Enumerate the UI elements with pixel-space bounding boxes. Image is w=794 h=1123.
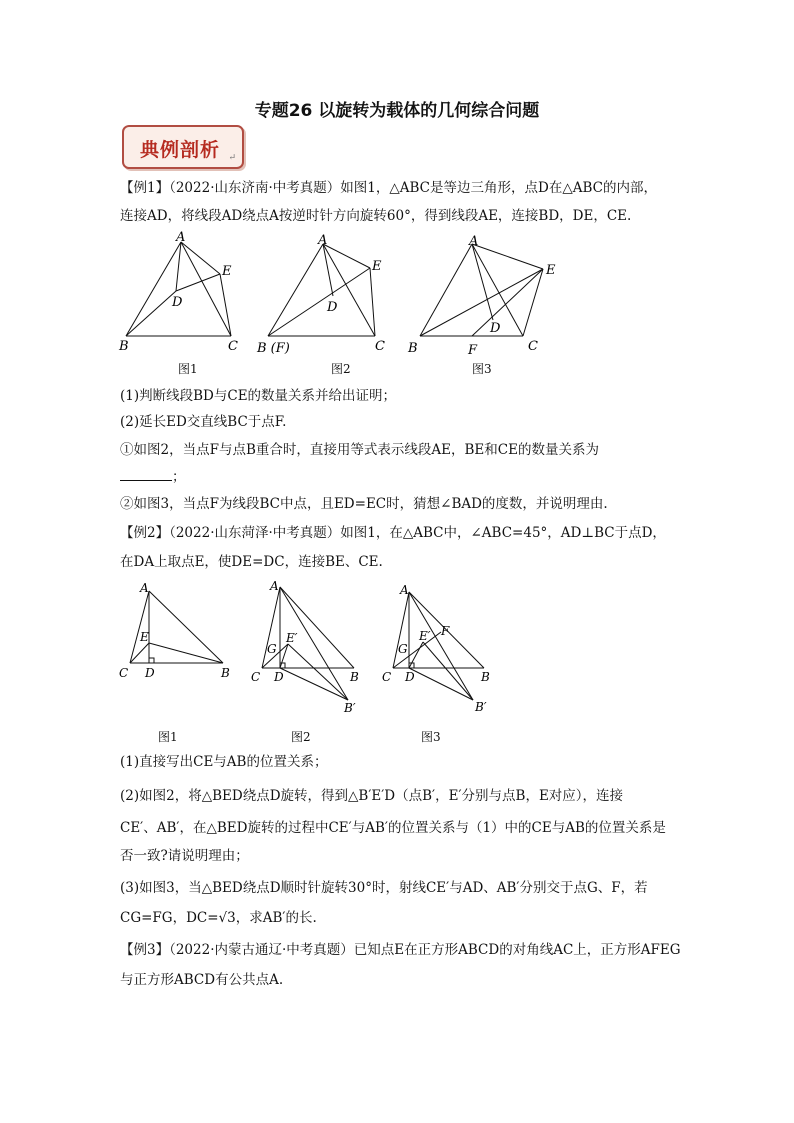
label-C: C — [119, 666, 129, 680]
label-B: B — [350, 670, 359, 684]
ex2-line1: 【例2】（2022·山东菏泽·中考真题）如图1，在△ABC中，∠ABC=45°，AD⊥BC于点D， — [120, 525, 666, 541]
ex2-fig2-caption: 图2 — [291, 730, 311, 744]
ex1-fig3-caption: 图3 — [472, 362, 492, 376]
label-D: D — [327, 300, 338, 315]
label-A: A — [140, 581, 149, 595]
label-B: B — [221, 666, 230, 680]
ex1-figure-3 — [400, 228, 570, 358]
ex3-line2: 与正方形ABCD有公共点A. — [120, 972, 284, 988]
page-title: 专题26 以旋转为载体的几何综合问题 — [254, 101, 540, 121]
label-E: E — [222, 264, 232, 279]
label-G: G — [398, 642, 408, 656]
badge-label: 典例剖析 — [140, 139, 221, 161]
label-A: A — [469, 234, 479, 249]
ex3-line1: 【例3】（2022·内蒙古通辽·中考真题）已知点E在正方形ABCD的对角线AC上，正方形AFEG — [120, 942, 681, 958]
label-Ep: E′ — [419, 629, 431, 643]
label-D: D — [405, 670, 415, 684]
label-Bp: B′ — [344, 701, 356, 715]
ex1-q2b: ②如图3，当点F为线段BC中点，且ED=EC时，猜想∠BAD的度数，并说明理由. — [120, 496, 608, 512]
label-Bp: B′ — [475, 700, 487, 714]
label-B: B — [119, 339, 129, 354]
label-D: D — [172, 295, 183, 310]
ex1-q2a-answer — [120, 466, 680, 487]
ex1-q2a-end: ； — [172, 469, 186, 485]
label-C: C — [228, 339, 238, 354]
ex2-figure-1 — [115, 580, 240, 690]
ex2-line2: 在DA上取点E，使DE=DC，连接BE、CE. — [120, 554, 383, 570]
label-B: B — [408, 341, 418, 356]
ex2-q1: (1)直接写出CE与AB的位置关系； — [120, 754, 328, 770]
label-E: E — [372, 259, 382, 274]
label-E: E — [140, 630, 149, 644]
ex1-line1: 【例1】（2022·山东济南·中考真题）如图1，△ABC是等边三角形，点D在△ABC的内部， — [120, 180, 657, 196]
label-B-F: B (F) — [257, 341, 290, 356]
ex2-figure-3 — [378, 580, 503, 715]
label-D: D — [145, 666, 155, 680]
ex1-figure-2 — [255, 228, 395, 358]
label-B: B — [481, 670, 490, 684]
label-C: C — [375, 339, 385, 354]
ex2-figure-2 — [248, 580, 373, 715]
ex2-fig3-caption: 图3 — [421, 730, 441, 744]
ex1-figure-1 — [115, 228, 245, 358]
label-A: A — [176, 230, 186, 245]
section-badge — [122, 125, 244, 169]
ex1-fig2-caption: 图2 — [331, 362, 351, 376]
label-A: A — [270, 579, 279, 593]
label-C: C — [382, 670, 392, 684]
ex2-q2b: CE′、AB′，在△BED旋转的过程中CE′与AB′的位置关系与（1）中的CE与AB的位置关系是 — [120, 820, 666, 836]
label-Ep: E′ — [286, 631, 298, 645]
ex2-q3a: (3)如图3，当△BED绕点D顺时针旋转30°时，射线CE′与AD、AB′分别交于点G、F，若 — [120, 880, 648, 896]
answer-blank[interactable] — [120, 466, 172, 481]
ex2-q3b: CG=FG，DC=√3，求AB′的长. — [120, 910, 317, 926]
label-A: A — [400, 583, 409, 597]
label-F: F — [441, 624, 450, 638]
label-C: C — [528, 339, 538, 354]
ex1-q2: (2)延长ED交直线BC于点F. — [120, 414, 287, 430]
ex2-fig1-caption: 图1 — [158, 730, 178, 744]
return-mark: ↵ — [228, 153, 236, 163]
label-F: F — [468, 343, 478, 358]
label-D: D — [490, 321, 501, 336]
label-G: G — [267, 642, 277, 656]
label-C: C — [251, 670, 261, 684]
ex2-q2c: 否一致?请说明理由； — [120, 848, 249, 864]
ex2-q2a: (2)如图2，将△BED绕点D旋转，得到△B′E′D（点B′，E′分别与点B，E对应），连接 — [120, 788, 624, 804]
label-E: E — [546, 263, 556, 278]
label-D: D — [274, 670, 284, 684]
ex1-fig1-caption: 图1 — [178, 362, 198, 376]
ex1-q2a: ①如图2，当点F与点B重合时，直接用等式表示线段AE，BE和CE的数量关系为 — [120, 442, 599, 458]
ex1-q1: (1)判断线段BD与CE的数量关系并给出证明； — [120, 388, 397, 404]
label-A: A — [318, 233, 328, 248]
ex1-line2: 连接AD，将线段AD绕点A按逆时针方向旋转60°，得到线段AE，连接BD，DE，CE. — [120, 208, 632, 224]
